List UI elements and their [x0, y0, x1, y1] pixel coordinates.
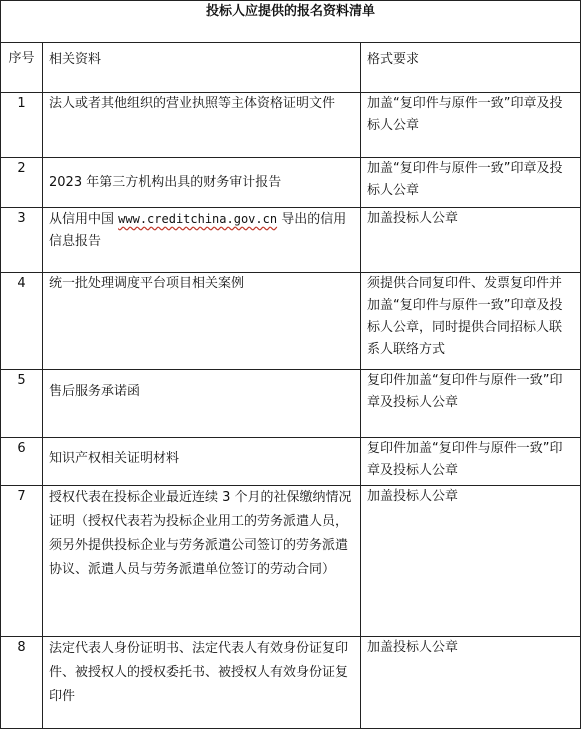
table-row	[1, 370, 581, 438]
table-row	[1, 486, 581, 637]
item-text-pre: 从信用中国	[49, 212, 119, 227]
row-item: 统一批处理调度平台项目相关案例	[43, 273, 361, 370]
row-item: 授权代表在投标企业最近连续 3 个月的社保缴纳情况证明（授权代表若为投标企业用工的劳务派遣人员，须另外提供投标企业与劳务派遣公司签订的劳务派遣协议、派遣人员与劳务派遣单位签订的劳动合同）	[43, 486, 361, 637]
credit-china-url: www.creditchina.gov.cn	[118, 212, 278, 226]
table-row	[1, 637, 581, 729]
table-row	[1, 438, 581, 486]
header-row	[1, 43, 581, 93]
row-no: 1	[1, 93, 43, 158]
row-no: 5	[1, 370, 43, 438]
row-req: 复印件加盖“复印件与原件一致”印章及投标人公章	[361, 370, 581, 438]
row-no: 7	[1, 486, 43, 637]
row-no: 4	[1, 273, 43, 370]
table-row	[1, 208, 581, 273]
row-req: 加盖投标人公章	[361, 486, 581, 637]
item-text-post: 导出的信用信息报告	[49, 212, 347, 249]
row-req: 加盖“复印件与原件一致”印章及投标人公章	[361, 93, 581, 158]
row-no: 6	[1, 438, 43, 486]
row-req: 须提供合同复印件、发票复印件并加盖“复印件与原件一致”印章及投标人公章，同时提供合同招标人联系人联络方式	[361, 273, 581, 370]
header-no: 序号	[1, 43, 43, 93]
row-item: 知识产权相关证明材料	[43, 438, 361, 486]
row-req: 加盖“复印件与原件一致”印章及投标人公章	[361, 158, 581, 208]
header-req: 格式要求	[361, 43, 581, 93]
title-row	[1, 1, 581, 43]
row-no: 2	[1, 158, 43, 208]
row-item	[43, 208, 361, 273]
table-row	[1, 93, 581, 158]
table-title: 投标人应提供的报名资料清单	[1, 1, 581, 43]
header-item: 相关资料	[43, 43, 361, 93]
row-no: 8	[1, 637, 43, 729]
row-item: 售后服务承诺函	[43, 370, 361, 438]
table-row	[1, 158, 581, 208]
row-item: 法人或者其他组织的营业执照等主体资格证明文件	[43, 93, 361, 158]
row-no: 3	[1, 208, 43, 273]
row-item: 法定代表人身份证明书、法定代表人有效身份证复印件、被授权人的授权委托书、被授权人有效身份证复印件	[43, 637, 361, 729]
row-req: 加盖投标人公章	[361, 208, 581, 273]
table-row	[1, 273, 581, 370]
row-req: 加盖投标人公章	[361, 637, 581, 729]
row-req: 复印件加盖“复印件与原件一致”印章及投标人公章	[361, 438, 581, 486]
row-item: 2023 年第三方机构出具的财务审计报告	[43, 158, 361, 208]
